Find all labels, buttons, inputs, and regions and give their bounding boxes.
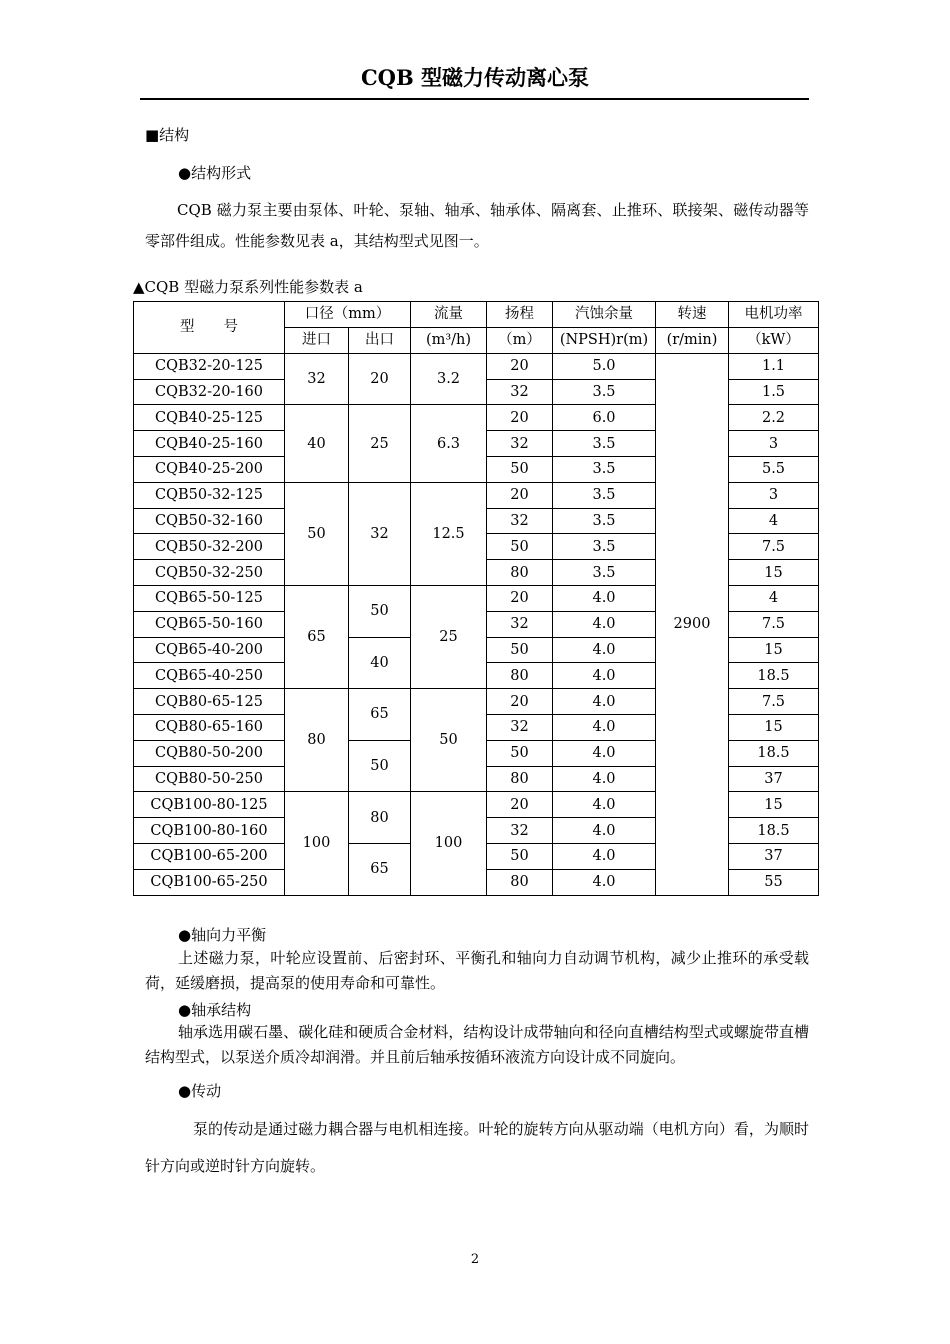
cell-outlet: 50 [349,740,411,792]
cell-model: CQB50-32-250 [134,560,285,586]
cell-head: 80 [487,766,553,792]
cell-head: 32 [487,431,553,457]
cell-power: 37 [729,843,819,869]
cell-head: 80 [487,560,553,586]
cell-model: CQB50-32-125 [134,482,285,508]
cell-model: CQB100-65-250 [134,869,285,895]
header-head: 扬程 [487,302,553,328]
cell-model: CQB100-80-125 [134,792,285,818]
bearing-heading: ●轴承结构 [178,1001,252,1019]
cell-flow: 6.3 [411,405,487,482]
cell-outlet: 65 [349,843,411,895]
cell-outlet: 25 [349,405,411,482]
cell-power: 2.2 [729,405,819,431]
header-flow-unit: (m³/h) [411,327,487,353]
cell-power: 15 [729,792,819,818]
page-number: 2 [470,1252,480,1267]
header-inlet: 进口 [285,327,349,353]
header-model: 型 号 [134,302,285,354]
cell-flow: 12.5 [411,482,487,585]
cell-head: 50 [487,456,553,482]
title-rule [140,98,809,100]
transmission-heading: ●传动 [178,1082,222,1100]
cell-head: 32 [487,379,553,405]
header-power: 电机功率 [729,302,819,328]
cell-power: 15 [729,637,819,663]
cell-head: 80 [487,869,553,895]
header-head-unit: （m） [487,327,553,353]
cell-head: 50 [487,637,553,663]
cell-model: CQB80-50-200 [134,740,285,766]
bearing-paragraph: 轴承选用碳石墨、碳化硅和硬质合金材料，结构设计成带轴向和径向直槽结构型式或螺旋带直槽结构型式，以泵送介质冷却润滑。并且前后轴承按循环液流方向设计成不同旋向。 [145,1023,809,1066]
cell-head: 50 [487,843,553,869]
cell-outlet: 20 [349,353,411,405]
header-flow: 流量 [411,302,487,328]
header-speed-unit: (r/min) [656,327,729,353]
cell-outlet: 40 [349,637,411,689]
cell-model: CQB100-65-200 [134,843,285,869]
cell-power: 18.5 [729,740,819,766]
cell-head: 50 [487,534,553,560]
header-diameter: 口径（mm） [285,302,411,328]
cell-npsh: 4.0 [553,818,656,844]
cell-power: 15 [729,714,819,740]
cell-npsh: 4.0 [553,766,656,792]
cell-model: CQB40-25-200 [134,456,285,482]
cell-npsh: 4.0 [553,714,656,740]
cell-model: CQB65-50-160 [134,611,285,637]
cell-head: 80 [487,663,553,689]
cell-model: CQB65-40-200 [134,637,285,663]
cell-head: 32 [487,714,553,740]
header-npsh-unit: (NPSH)r(m) [553,327,656,353]
cell-npsh: 4.0 [553,869,656,895]
cell-npsh: 3.5 [553,534,656,560]
cell-outlet: 65 [349,689,411,741]
table-caption: ▲CQB 型磁力泵系列性能参数表 a [133,278,363,296]
cell-power: 5.5 [729,456,819,482]
structure-form-paragraph: CQB 磁力泵主要由泵体、叶轮、泵轴、轴承、轴承体、隔离套、止推环、联接架、磁传动器等零部件组成。性能参数见表 a，其结构型式见图一。 [145,201,809,250]
cell-npsh: 4.0 [553,843,656,869]
cell-head: 20 [487,353,553,379]
performance-table [133,301,819,896]
section-heading: ■结构 [145,126,190,144]
cell-power: 37 [729,766,819,792]
cell-power: 4 [729,585,819,611]
cell-npsh: 3.5 [553,508,656,534]
cell-npsh: 4.0 [553,663,656,689]
cell-model: CQB40-25-160 [134,431,285,457]
cell-npsh: 4.0 [553,611,656,637]
cell-model: CQB80-50-250 [134,766,285,792]
cell-npsh: 3.5 [553,456,656,482]
cell-head: 20 [487,585,553,611]
cell-npsh: 5.0 [553,353,656,379]
header-power-unit: （kW） [729,327,819,353]
table-header-row [134,302,819,328]
cell-outlet: 32 [349,482,411,585]
cell-power: 4 [729,508,819,534]
cell-inlet: 65 [285,585,349,688]
cell-model: CQB65-50-125 [134,585,285,611]
cell-npsh: 4.0 [553,740,656,766]
page-title: CQB 型磁力传动离心泵 [360,65,590,90]
cell-power: 3 [729,482,819,508]
cell-head: 20 [487,689,553,715]
cell-power: 3 [729,431,819,457]
cell-flow: 50 [411,689,487,792]
cell-model: CQB100-80-160 [134,818,285,844]
cell-model: CQB50-32-200 [134,534,285,560]
cell-model: CQB65-40-250 [134,663,285,689]
cell-head: 50 [487,740,553,766]
cell-npsh: 3.5 [553,379,656,405]
axial-balance-heading: ●轴向力平衡 [178,926,267,944]
axial-balance-paragraph: 上述磁力泵，叶轮应设置前、后密封环、平衡孔和轴向力自动调节机构，减少止推环的承受载荷，延缓磨损，提高泵的使用寿命和可靠性。 [145,949,809,992]
cell-inlet: 50 [285,482,349,585]
cell-power: 7.5 [729,611,819,637]
cell-npsh: 4.0 [553,792,656,818]
cell-npsh: 3.5 [553,560,656,586]
cell-power: 18.5 [729,818,819,844]
cell-inlet: 40 [285,405,349,482]
cell-flow: 3.2 [411,353,487,405]
structure-form-heading: ●结构形式 [178,164,252,182]
cell-inlet: 100 [285,792,349,895]
cell-power: 1.5 [729,379,819,405]
cell-npsh: 3.5 [553,482,656,508]
transmission-paragraph: 泵的传动是通过磁力耦合器与电机相连接。叶轮的旋转方向从驱动端（电机方向）看，为顺时针方向或逆时针方向旋转。 [145,1120,809,1175]
header-npsh: 汽蚀余量 [553,302,656,328]
cell-power: 55 [729,869,819,895]
cell-head: 32 [487,818,553,844]
cell-head: 32 [487,508,553,534]
cell-head: 20 [487,405,553,431]
cell-model: CQB32-20-125 [134,353,285,379]
cell-power: 7.5 [729,689,819,715]
cell-npsh: 3.5 [553,431,656,457]
cell-head: 20 [487,482,553,508]
cell-head: 32 [487,611,553,637]
cell-model: CQB40-25-125 [134,405,285,431]
cell-npsh: 4.0 [553,585,656,611]
cell-npsh: 4.0 [553,689,656,715]
cell-model: CQB80-65-160 [134,714,285,740]
cell-model: CQB80-65-125 [134,689,285,715]
cell-power: 15 [729,560,819,586]
table-row [134,353,819,379]
cell-head: 20 [487,792,553,818]
cell-outlet: 50 [349,585,411,637]
cell-npsh: 6.0 [553,405,656,431]
cell-power: 7.5 [729,534,819,560]
cell-speed: 2900 [656,353,729,895]
header-speed: 转速 [656,302,729,328]
cell-flow: 25 [411,585,487,688]
cell-inlet: 80 [285,689,349,792]
cell-npsh: 4.0 [553,637,656,663]
cell-model: CQB32-20-160 [134,379,285,405]
header-outlet: 出口 [349,327,411,353]
cell-inlet: 32 [285,353,349,405]
cell-model: CQB50-32-160 [134,508,285,534]
cell-outlet: 80 [349,792,411,844]
cell-power: 1.1 [729,353,819,379]
cell-flow: 100 [411,792,487,895]
cell-power: 18.5 [729,663,819,689]
